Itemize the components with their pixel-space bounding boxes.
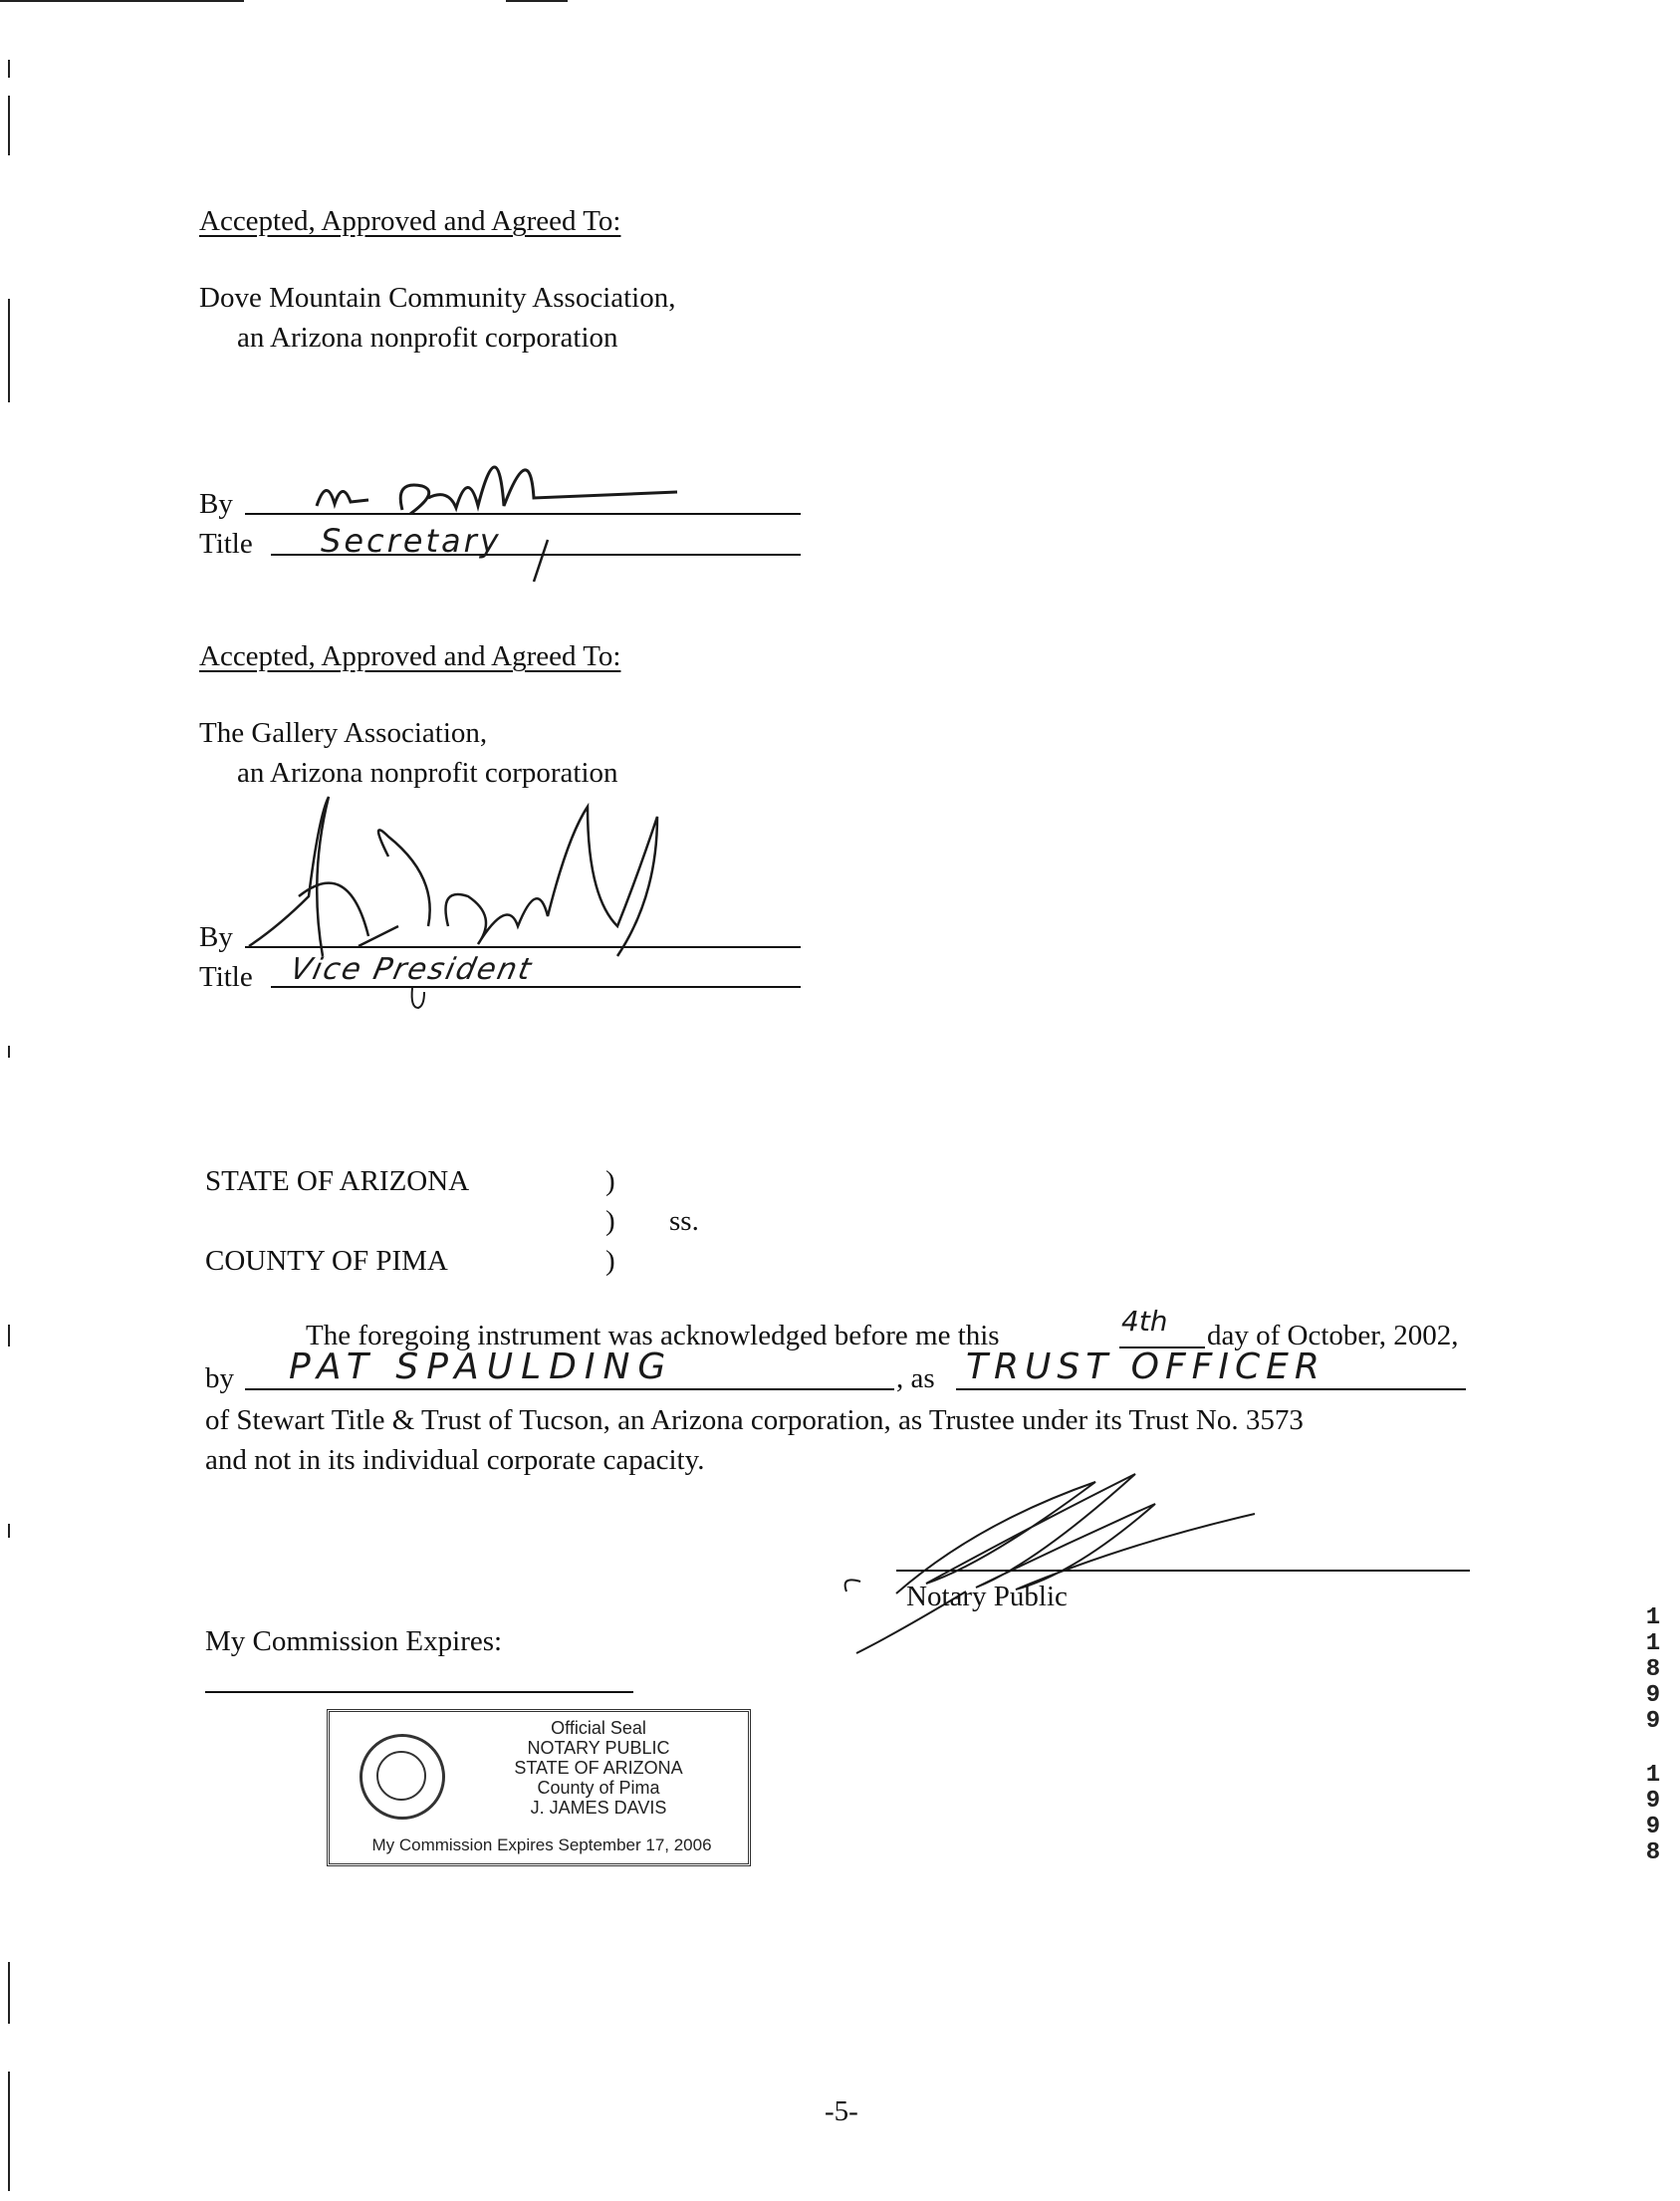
scan-top-rule-short (506, 0, 568, 2)
scan-edge-mark (8, 1524, 10, 1538)
acceptance-heading-2: Accepted, Approved and Agreed To: (199, 640, 621, 672)
notary-stamp (327, 1709, 751, 1866)
stamp-line: County of Pima (537, 1778, 660, 1798)
name-line (245, 1388, 894, 1390)
title-stroke (518, 538, 558, 588)
notary-label: Notary Public (906, 1581, 1068, 1612)
scan-edge-mark (8, 2072, 10, 2191)
page-number: -5- (825, 2095, 858, 2127)
organization-name: Dove Mountain Community Association, (199, 282, 676, 314)
commission-line (205, 1691, 633, 1693)
role-line (956, 1388, 1466, 1390)
venue-paren: ) (605, 1165, 615, 1197)
scan-edge-mark (8, 1325, 10, 1346)
organization-type-2: an Arizona nonprofit corporation (237, 757, 618, 789)
by-label-3: by (205, 1362, 234, 1394)
ack-intro: The foregoing instrument was acknowledged before me this (306, 1320, 1000, 1351)
margin-docket-number: 1 1 8 9 9 1 9 9 8 (1645, 1604, 1661, 1866)
acceptance-heading: Accepted, Approved and Agreed To: (199, 205, 621, 237)
title-hook (408, 986, 428, 1016)
scan-edge-mark (8, 96, 10, 155)
venue-paren: ) (605, 1205, 615, 1237)
scan-edge-mark (8, 60, 10, 78)
state-seal-icon (360, 1734, 445, 1820)
ack-entity: of Stewart Title & Trust of Tucson, an Arizona corporation, as Trustee under its Trust No. 3573 (205, 1404, 1304, 1436)
title-label: Title (199, 528, 253, 560)
by-label-2: By (199, 921, 233, 953)
as-label: , as (896, 1362, 935, 1394)
title-value: Secretary (321, 522, 502, 560)
county-label: COUNTY OF PIMA (205, 1245, 448, 1277)
scan-edge-mark (8, 1046, 10, 1058)
commission-label: My Commission Expires: (205, 1625, 503, 1657)
ack-date: day of October, 2002, (1207, 1320, 1459, 1351)
by-label: By (199, 488, 233, 520)
ss-label: ss. (669, 1205, 699, 1237)
organization-type: an Arizona nonprofit corporation (237, 322, 618, 354)
title-value-2: Vice President (287, 952, 537, 987)
notary-signature (837, 1464, 1275, 1663)
scan-edge-mark (8, 299, 10, 402)
stamp-line: NOTARY PUBLIC (527, 1738, 670, 1758)
scan-edge-mark (8, 1962, 10, 2024)
signature (299, 428, 697, 528)
stamp-line: J. JAMES DAVIS (530, 1798, 667, 1818)
signer-role: TRUST OFFICER (966, 1346, 1325, 1387)
signer-name: PAT SPAULDING (289, 1346, 674, 1387)
day-value: 4th (1121, 1305, 1168, 1338)
ack-capacity: and not in its individual corporate capacity. (205, 1444, 705, 1476)
stamp-line: STATE OF ARIZONA (514, 1758, 683, 1778)
organization-name-2: The Gallery Association, (199, 717, 488, 749)
notary-signature-line (896, 1570, 1470, 1572)
stamp-line: Official Seal (551, 1718, 646, 1738)
venue-paren: ) (605, 1245, 615, 1277)
state-label: STATE OF ARIZONA (205, 1165, 470, 1197)
stamp-commission: My Commission Expires September 17, 2006 (371, 1835, 712, 1854)
title-label-2: Title (199, 961, 253, 993)
scan-top-rule (0, 0, 244, 2)
